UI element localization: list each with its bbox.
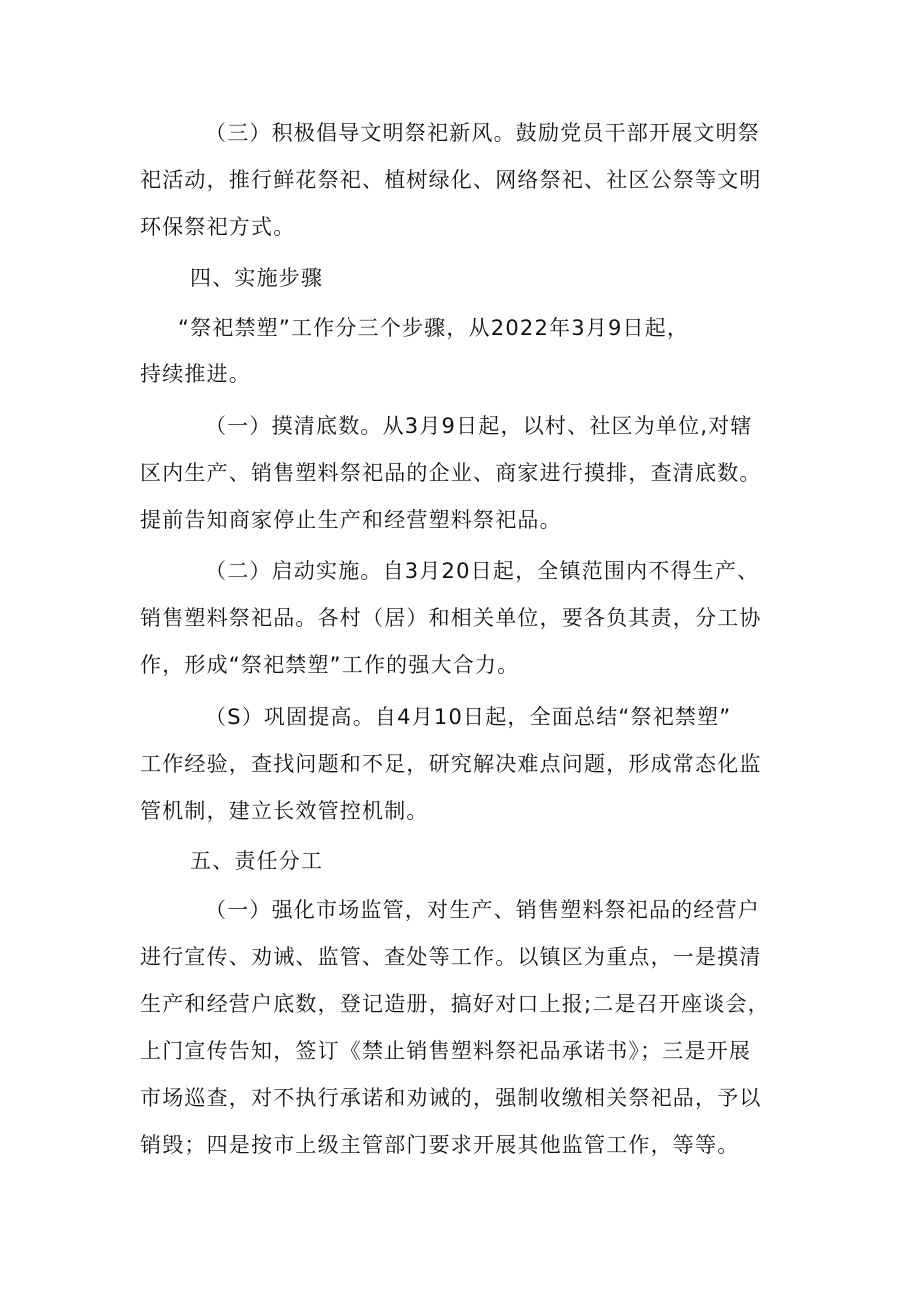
text-line: 生产和经营户底数，登记造册，搞好对口上报;二是召开座谈会， — [140, 992, 770, 1016]
text-line: 祀活动，推行鲜花祭祀、植树绿化、网络祭祀、社区公祭等文明 — [140, 168, 762, 192]
text-line: 作，形成“祭祀禁塑”工作的强大合力。 — [140, 653, 520, 677]
text-line: 管机制，建立长效管控机制。 — [140, 799, 429, 823]
text-line: 持续推进。 — [140, 362, 251, 386]
section-heading: 四、实施步骤 — [190, 266, 324, 290]
text-line: 环保祭祀方式。 — [140, 215, 296, 239]
text-line: （二）启动实施。自3月20日起，全镇范围内不得生产、 — [205, 559, 760, 583]
text-line: 区内生产、销售塑料祭祀品的企业、商家进行摸排，查清底数。 — [140, 461, 762, 485]
text-line: （一）摸清底数。从3月9日起，以村、社区为单位,对辖 — [205, 414, 753, 438]
text-line: 工作经验，查找问题和不足，研究解决难点问题，形成常态化监 — [140, 752, 762, 776]
text-line: “祭祀禁塑”工作分三个步骤，从2022年3月9日起， — [178, 316, 690, 340]
text-line: （S）巩固提高。自4月10日起，全面总结“祭祀禁塑” — [205, 705, 732, 729]
text-line: 销售塑料祭祀品。各村（居）和相关单位，要各负其责，分工协 — [140, 606, 762, 630]
text-line: 进行宣传、劝诫、监管、查处等工作。以镇区为重点，一是摸清 — [140, 945, 762, 969]
section-heading: 五、责任分工 — [190, 849, 324, 873]
text-line: 上门宣传告知，签订《禁止销售塑料祭祀品承诺书》；三是开展 — [140, 1039, 752, 1063]
text-line: 销毁；四是按市上级主管部门要求开展其他监管工作，等等。 — [140, 1133, 740, 1157]
text-line: （一）强化市场监管，对生产、销售塑料祭祀品的经营户 — [205, 898, 760, 922]
text-line: 市场巡查，对不执行承诺和劝诫的，强制收缴相关祭祀品，予以 — [140, 1086, 762, 1110]
text-line: （三）积极倡导文明祭祀新风。鼓励党员干部开展文明祭 — [205, 121, 760, 145]
text-line: 提前告知商家停止生产和经营塑料祭祀品。 — [140, 508, 562, 532]
